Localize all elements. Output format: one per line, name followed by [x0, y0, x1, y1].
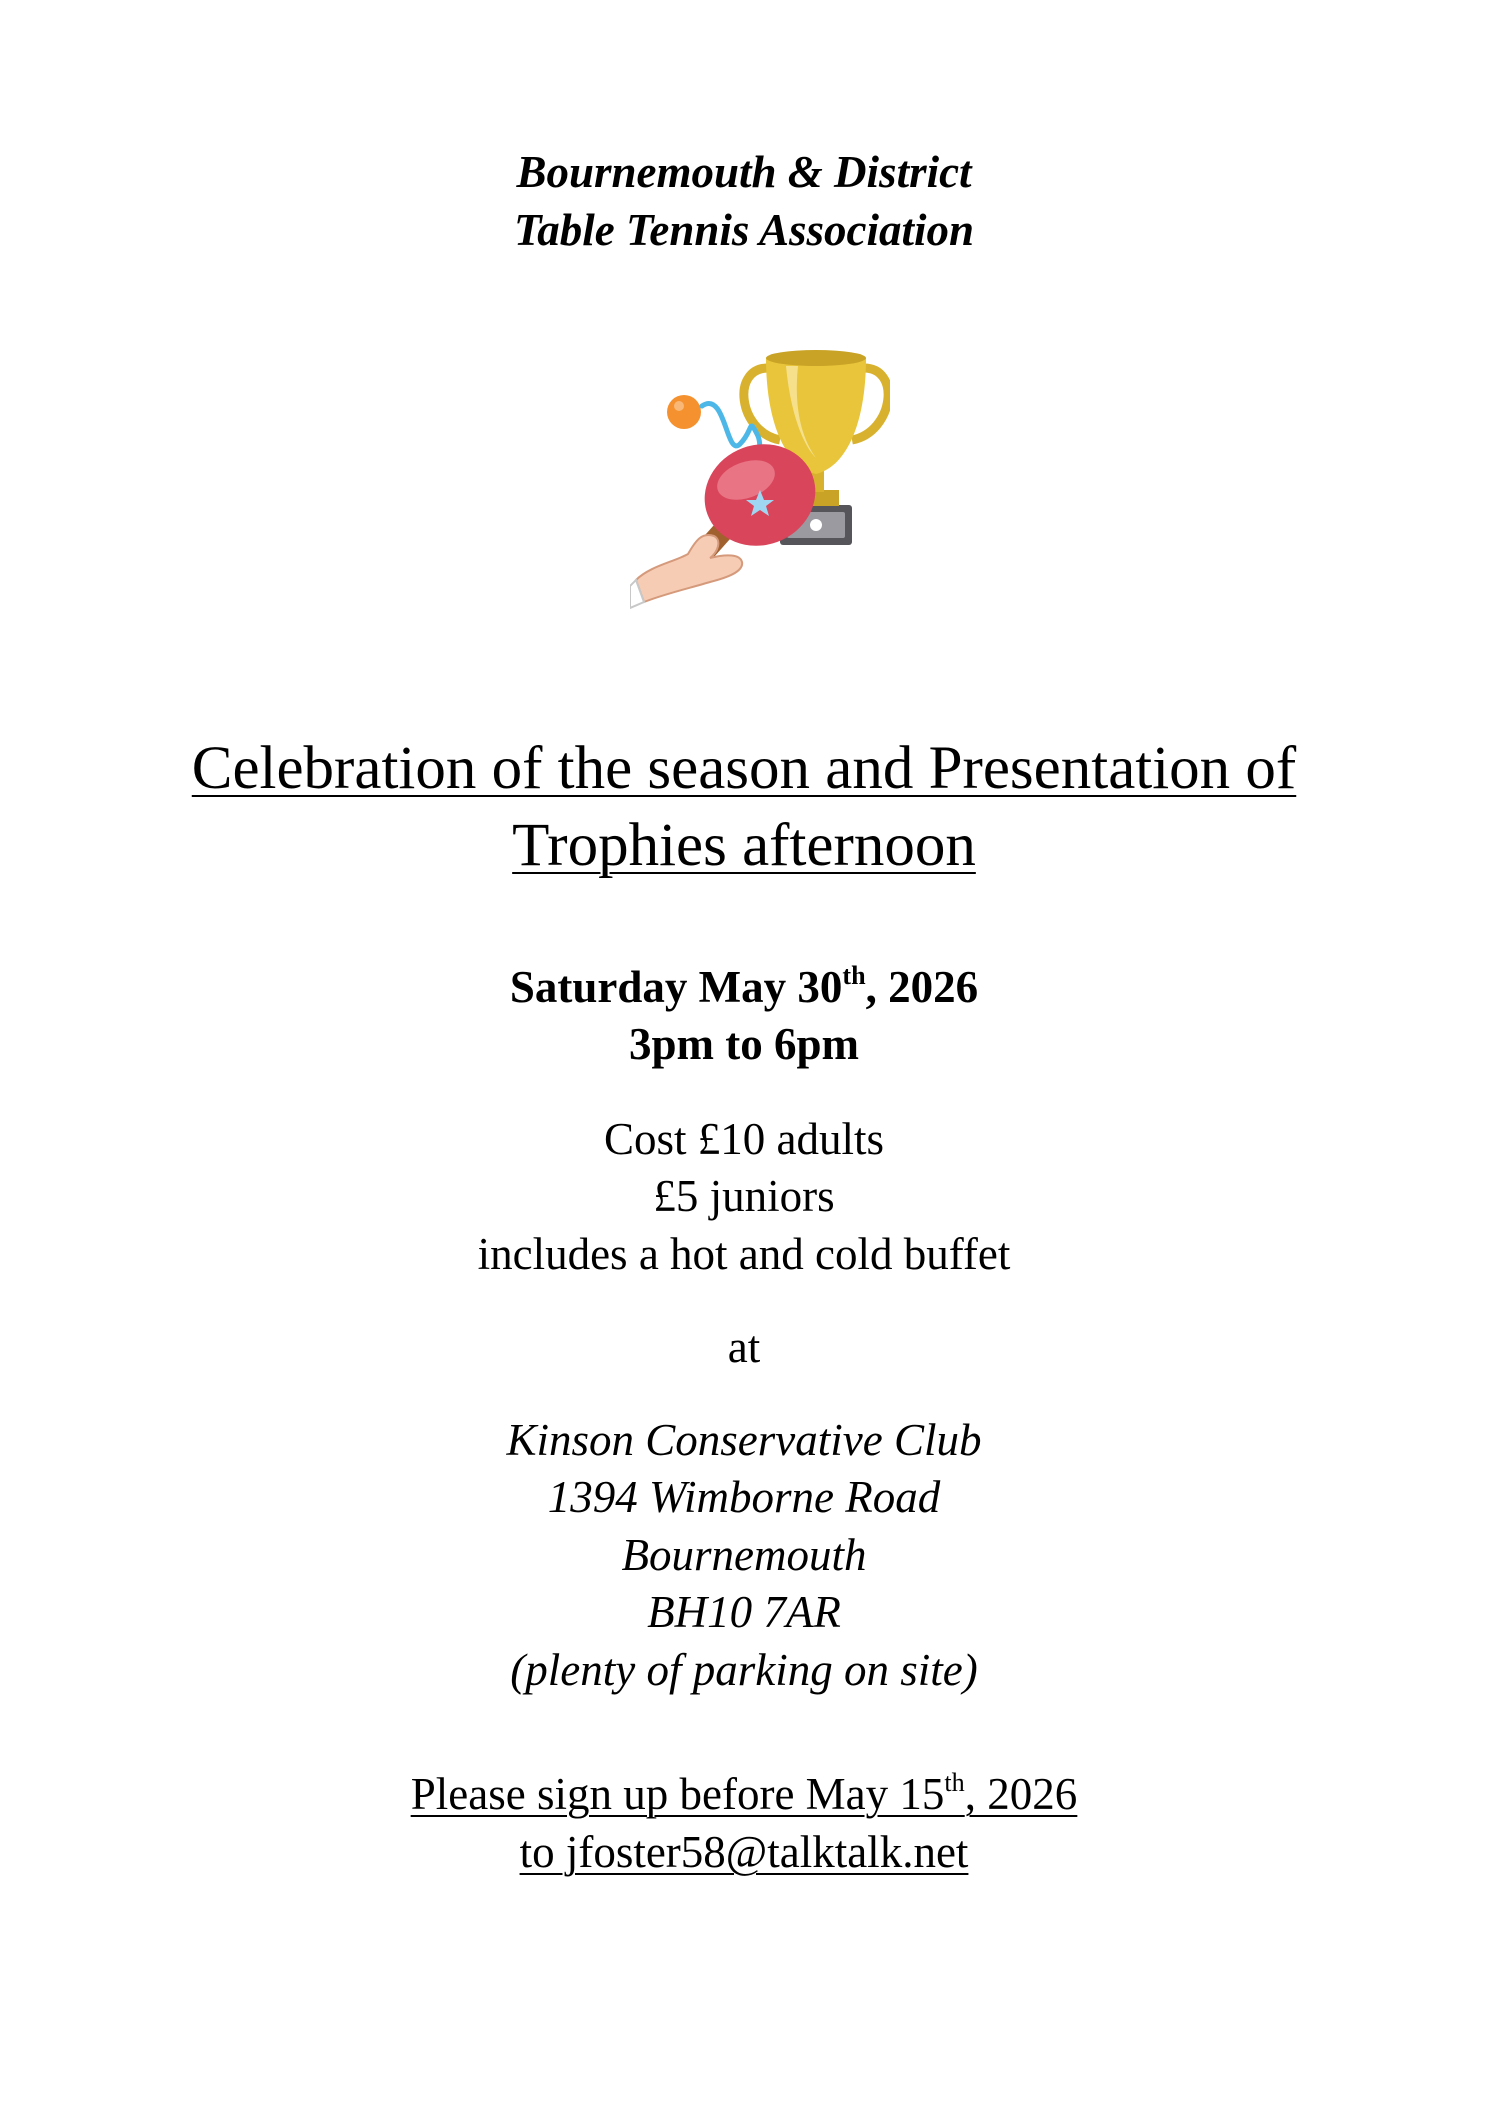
event-title-line1: Celebration of the season and Presentation of — [191, 735, 1297, 802]
venue-name: Kinson Conservative Club — [506, 1415, 982, 1465]
org-name-line1: Bournemouth & District — [516, 147, 972, 197]
table-tennis-trophy-icon — [630, 340, 890, 620]
date-ordinal-suffix: th — [842, 960, 866, 990]
org-name-line2: Table Tennis Association — [513, 205, 975, 255]
event-time: 3pm to 6pm — [628, 1019, 859, 1069]
venue-town: Bournemouth — [621, 1530, 867, 1580]
venue-street: 1394 Wimborne Road — [547, 1472, 941, 1522]
event-date: Saturday May 30th, 2026 — [509, 960, 979, 1012]
signup-deadline: Please sign up before May 15th, 2026 — [410, 1767, 1078, 1819]
event-title-line2: Trophies afternoon — [512, 812, 976, 879]
at-label: at — [727, 1322, 761, 1372]
cost-juniors: £5 juniors — [653, 1171, 835, 1221]
cost-includes: includes a hot and cold buffet — [477, 1229, 1011, 1279]
signup-email-link[interactable]: to jfoster58@talktalk.net — [519, 1827, 969, 1877]
cost-adults: Cost £10 adults — [603, 1114, 885, 1164]
venue-postcode: BH10 7AR — [647, 1587, 841, 1637]
signup-contact[interactable] — [0, 1827, 1488, 1877]
venue-note: (plenty of parking on site) — [510, 1645, 978, 1695]
signup-ordinal-suffix: th — [944, 1767, 965, 1797]
